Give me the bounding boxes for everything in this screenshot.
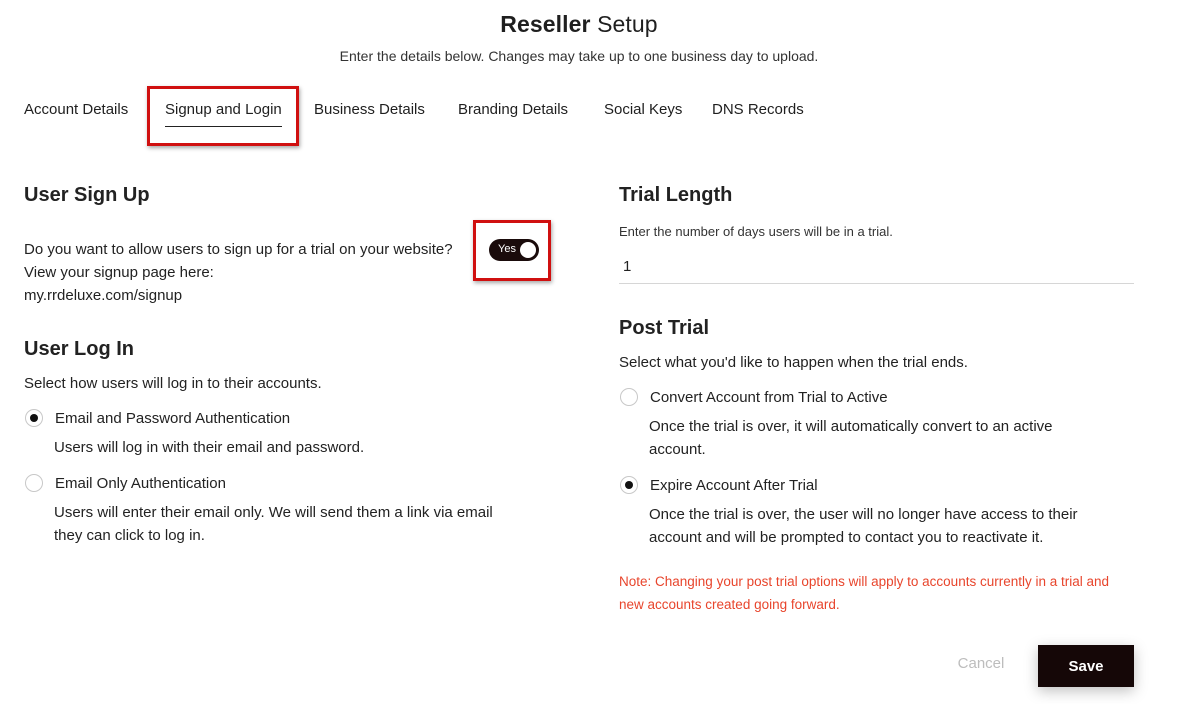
expire-account-desc: Once the trial is over, the user will no longer have access to their: [649, 506, 1078, 523]
convert-account-radio[interactable]: [620, 388, 638, 406]
trial-length-input[interactable]: [619, 250, 1134, 284]
tab-dns-records[interactable]: DNS Records: [712, 101, 804, 118]
post-trial-heading: Post Trial: [619, 317, 710, 339]
page-title-bold: Reseller: [500, 11, 591, 37]
tab-highlight-box: [147, 86, 299, 146]
signup-page-url[interactable]: my.rrdeluxe.com/signup: [24, 287, 183, 304]
email-only-radio[interactable]: [25, 474, 43, 492]
tab-account-details[interactable]: Account Details: [24, 101, 129, 118]
email-only-desc-line2: they can click to log in.: [54, 527, 205, 544]
expire-account-label[interactable]: Expire Account After Trial: [650, 477, 818, 494]
trial-length-description: Enter the number of days users will be in a trial.: [619, 224, 893, 239]
tab-signup-and-login[interactable]: Signup and Login: [165, 101, 282, 118]
post-trial-note-line1: Note: Changing your post trial options will apply to accounts currently in a trial and: [619, 574, 1110, 589]
sign-up-question: Do you want to allow users to sign up for a trial on your website?: [24, 241, 453, 258]
page-subtitle: Enter the details below. Changes may take up to one business day to upload.: [339, 48, 819, 64]
page-title: [0, 11, 1158, 38]
tab-business-details[interactable]: Business Details: [314, 101, 425, 118]
convert-account-desc: Once the trial is over, it will automatically convert to an active: [649, 418, 1053, 435]
trial-length-heading: Trial Length: [619, 184, 733, 206]
expire-account-radio[interactable]: [620, 476, 638, 494]
email-only-desc: Users will enter their email only. We will send them a link via email: [54, 504, 493, 521]
log-in-description: Select how users will log in to their accounts.: [24, 375, 322, 392]
email-password-radio[interactable]: [25, 409, 43, 427]
page-title-rest: Setup: [597, 11, 658, 37]
cancel-button[interactable]: Cancel: [957, 655, 1005, 672]
save-button[interactable]: Save: [1038, 645, 1134, 687]
email-only-label[interactable]: Email Only Authentication: [55, 475, 226, 492]
expire-account-desc-line2: account and will be prompted to contact you to reactivate it.: [649, 529, 1044, 546]
convert-account-desc-line2: account.: [649, 441, 706, 458]
user-log-in-heading: User Log In: [24, 338, 135, 360]
signup-page-label: View your signup page here:: [24, 264, 214, 281]
toggle-highlight-box: [473, 220, 551, 281]
email-password-label[interactable]: Email and Password Authentication: [55, 410, 291, 427]
convert-account-label[interactable]: Convert Account from Trial to Active: [650, 389, 888, 406]
user-sign-up-heading: User Sign Up: [24, 184, 150, 206]
tab-social-keys[interactable]: Social Keys: [604, 101, 683, 118]
post-trial-note: [619, 570, 1139, 616]
post-trial-description: Select what you'd like to happen when the trial ends.: [619, 354, 968, 371]
post-trial-note-line2: new accounts created going forward.: [619, 597, 840, 612]
tab-branding-details[interactable]: Branding Details: [458, 101, 569, 118]
email-password-desc: Users will log in with their email and password.: [54, 439, 365, 456]
toggle-label: Yes: [498, 243, 516, 255]
